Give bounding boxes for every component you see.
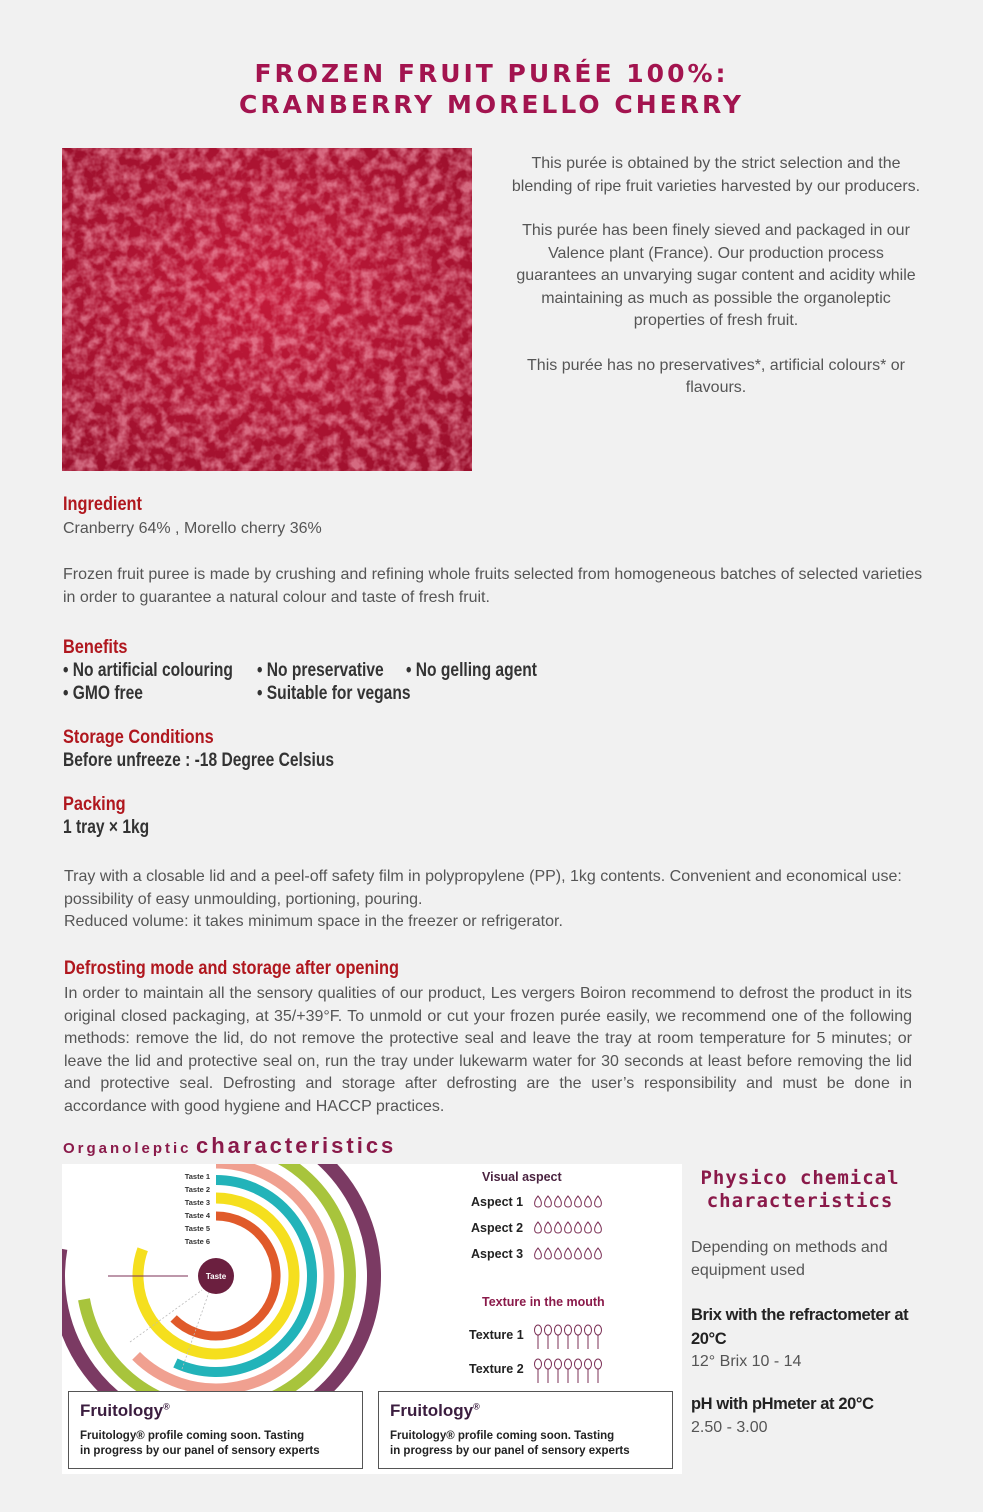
brix-label: 20°C [691,1329,727,1348]
ph-label: pH with pHmeter at 20°C [691,1395,874,1413]
spoon-icon [575,1359,582,1369]
defrost-text: In order to maintain all the sensory qualities of our product, Les vergers Boiron recommend to defrost the product in its original closed packaging, at 35/+39°F. To unmold or cut your frozen purée easily, we recommend one of the following methods: remove the lid, do not remove the protective seal and leave the tray at room temperature for 5 minutes; or leave the lid and protective seal on, run the tray under lukewarm water for 30 seconds at least before removing the lid and protective seal. Defrosting and storage after defrosting are the user’s responsibility and must be done in accordance with good hygiene and HACCP practices. [64,985,912,1115]
taste-label: Taste 1 [184,1172,210,1181]
packing-heading: Packing [63,794,126,815]
page-title [0,58,983,120]
drop-icon [565,1248,572,1259]
drop-icon [545,1196,552,1207]
drop-icon [595,1222,602,1233]
drop-icon [595,1196,602,1207]
aspect-label: Aspect 2 [471,1221,524,1235]
defrost-heading: Defrosting mode and storage after opening [64,958,400,979]
packing-value: 1 tray × 1kg [63,817,150,838]
drop-icon [555,1248,562,1259]
drop-icon [535,1248,542,1259]
storage-heading: Storage Conditions [63,727,214,748]
physico-note: Depending on methods and equipment used [691,1239,888,1279]
intro-paragraph: This purée has no preservatives*, artificial colours* or flavours. [527,356,905,396]
ingredient-heading: Ingredient [63,494,142,515]
drop-icon [545,1248,552,1259]
ph-block [691,1393,874,1439]
fruitology-text: Fruitology® profile coming soon. Tasting in progress by our panel of sensory experts [390,1430,630,1457]
drop-icon [545,1222,552,1233]
benefits-heading: Benefits [63,637,128,658]
spoon-icon [545,1325,552,1335]
benefit-item: • No preservative [257,660,384,681]
spoon-icon [585,1359,592,1369]
organoleptic-title: Organoleptic characteristics [63,1133,397,1158]
fruitology-box [378,1391,673,1469]
drop-icon [575,1196,582,1207]
aspect-label: Aspect 3 [471,1247,524,1261]
texture-rows [469,1325,602,1383]
ingredient-composition: Cranberry 64% , Morello cherry 36% [63,520,322,537]
aspect-label: Aspect 1 [471,1195,524,1209]
drop-icon [585,1222,592,1233]
drop-icon [575,1248,582,1259]
drop-icon [595,1248,602,1259]
spoon-icon [565,1325,572,1335]
spoon-icon [535,1359,542,1369]
intro-text [508,153,924,422]
aspect-rows [471,1195,601,1261]
brix-label: Brix with the refractometer at [691,1306,909,1324]
storage-value: Before unfreeze : -18 Degree Celsius [63,750,335,771]
visual-aspect-heading: Visual aspect [482,1170,562,1184]
spoon-icon [595,1359,602,1369]
intro-paragraph: This purée is obtained by the strict selection and the blending of ripe fruit varieties harvested by our producers. [511,155,921,195]
spoon-icon [575,1325,582,1335]
brix-block [691,1304,908,1374]
drop-icon [585,1196,592,1207]
drop-icon [585,1248,592,1259]
drop-icon [535,1222,542,1233]
benefit-item: • GMO free [63,683,143,704]
spoon-icon [565,1359,572,1369]
benefit-item: • Suitable for vegans [257,683,411,704]
intro-paragraph: This purée has been finely sieved and packaged in our Valence plant (France). Our production process guarantees an unvarying sugar content and acidity while maintaining as much as possible the organoleptic properties of fresh fruit. [516,222,916,329]
spoon-icon [535,1325,542,1335]
brix-value: 12° Brix 10 - 14 [691,1353,802,1370]
title-line-1: FROZEN FRUIT PURÉE 100%: [254,59,729,88]
texture-label: Texture 1 [469,1328,524,1342]
texture-heading: Texture in the mouth [482,1295,605,1309]
taste-label: Taste 3 [184,1198,210,1207]
drop-icon [555,1222,562,1233]
benefit-item: • No gelling agent [406,660,537,681]
drop-icon [555,1196,562,1207]
taste-label: Taste 5 [184,1224,210,1233]
puree-photo [62,148,472,471]
drop-icon [575,1222,582,1233]
spoon-icon [555,1359,562,1369]
ingredient-description: Frozen fruit puree is made by crushing and refining whole fruits selected from homogeneous batches of selected varieties in order to guarantee a natural colour and taste of fresh fruit. [63,566,923,606]
spoon-icon [545,1359,552,1369]
taste-label: Taste 2 [184,1185,210,1194]
benefit-item: • No artificial colouring [63,660,233,681]
spoon-icon [555,1325,562,1335]
taste-center-label: Taste [205,1272,227,1281]
fruitology-box [68,1391,363,1469]
drop-icon [565,1222,572,1233]
title-line-2: CRANBERRY MORELLO CHERRY [239,90,744,119]
physico-title: Physico chemical characteristics [700,1167,900,1212]
spoon-icon [595,1325,602,1335]
texture-label: Texture 2 [469,1362,524,1376]
fruitology-text: Fruitology® profile coming soon. Tasting in progress by our panel of sensory experts [80,1430,320,1457]
spoon-icon [585,1325,592,1335]
taste-label: Taste 6 [184,1237,210,1246]
ph-value: 2.50 - 3.00 [691,1418,768,1436]
fruitology-title: Fruitology® [80,1401,170,1420]
packing-description: Tray with a closable lid and a peel-off safety film in polypropylene (PP), 1kg contents. Convenient and economical use: possibility of easy unmoulding, portioning, pouring. Reduced volume: it takes minimum space in the freezer or refrigerator. [64,868,902,930]
fruitology-title: Fruitology® [390,1401,480,1420]
taste-labels [185,1172,211,1246]
drop-icon [535,1196,542,1207]
drop-icon [565,1196,572,1207]
taste-label: Taste 4 [184,1211,210,1220]
